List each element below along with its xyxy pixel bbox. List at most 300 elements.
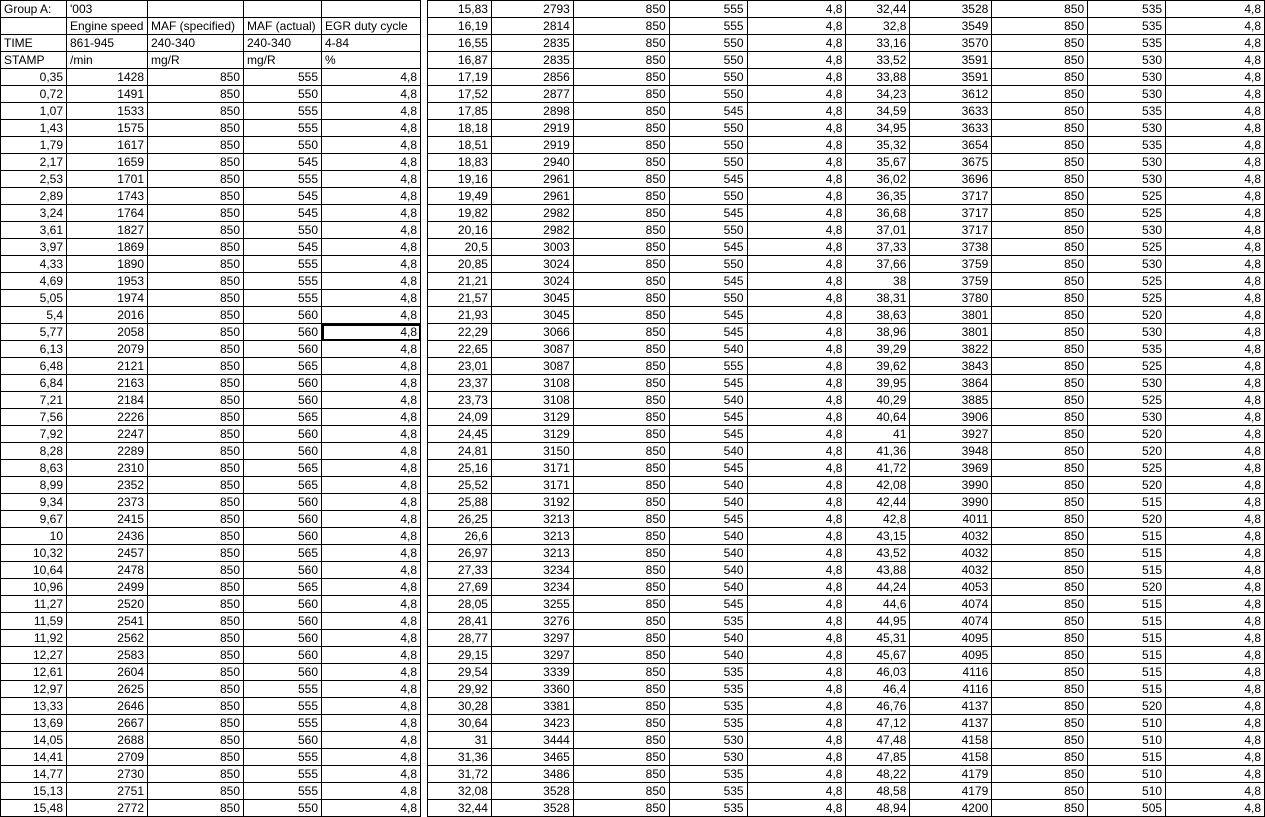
data-cell[interactable]: 565 [244, 579, 322, 596]
data-cell[interactable]: 3906 [910, 409, 992, 426]
data-cell[interactable]: 525 [1088, 358, 1166, 375]
data-cell[interactable]: 850 [573, 698, 669, 715]
data-cell[interactable]: 4,8 [1166, 324, 1265, 341]
data-cell[interactable]: 850 [148, 324, 244, 341]
data-cell[interactable]: 3633 [910, 103, 992, 120]
data-cell[interactable]: 4,8 [322, 460, 421, 477]
data-cell[interactable]: 530 [1088, 69, 1166, 86]
data-cell[interactable]: 555 [244, 273, 322, 290]
header-cell[interactable]: 240-340 [148, 35, 244, 52]
header-cell[interactable]: Engine speed [67, 18, 148, 35]
data-cell[interactable]: 850 [992, 375, 1088, 392]
data-cell[interactable]: 510 [1088, 766, 1166, 783]
data-cell[interactable]: 4,8 [322, 273, 421, 290]
data-cell[interactable]: 550 [244, 137, 322, 154]
data-cell[interactable]: 525 [1088, 188, 1166, 205]
data-cell[interactable]: 850 [992, 307, 1088, 324]
data-cell[interactable]: 850 [573, 715, 669, 732]
data-cell[interactable]: 16,87 [428, 52, 492, 69]
data-cell[interactable]: 4,8 [1166, 35, 1265, 52]
data-cell[interactable]: 28,41 [428, 613, 492, 630]
data-cell[interactable]: 27,33 [428, 562, 492, 579]
data-cell[interactable]: 850 [573, 239, 669, 256]
data-cell[interactable]: 4,8 [322, 205, 421, 222]
data-cell[interactable]: 535 [1088, 341, 1166, 358]
data-cell[interactable]: 38,31 [846, 290, 910, 307]
data-cell[interactable]: 530 [1088, 120, 1166, 137]
data-cell[interactable]: 4,8 [747, 358, 846, 375]
data-cell[interactable]: 3297 [491, 630, 573, 647]
data-cell[interactable]: 4,8 [322, 494, 421, 511]
data-cell[interactable]: 850 [573, 664, 669, 681]
data-cell[interactable]: 4,8 [1166, 154, 1265, 171]
data-cell[interactable]: 850 [148, 630, 244, 647]
data-cell[interactable]: 3234 [491, 562, 573, 579]
data-cell[interactable]: 520 [1088, 307, 1166, 324]
data-cell[interactable]: 2877 [491, 86, 573, 103]
data-cell[interactable]: 4095 [910, 630, 992, 647]
data-cell[interactable]: 7,56 [1, 409, 67, 426]
data-cell[interactable]: 4,8 [747, 375, 846, 392]
data-cell[interactable]: 4,8 [747, 664, 846, 681]
data-cell[interactable]: 560 [244, 324, 322, 341]
data-cell[interactable]: 2688 [67, 732, 148, 749]
data-cell[interactable]: 45,31 [846, 630, 910, 647]
data-cell[interactable]: 3717 [910, 188, 992, 205]
data-cell[interactable]: 850 [573, 426, 669, 443]
data-cell[interactable]: 4,8 [1166, 494, 1265, 511]
data-cell[interactable]: 555 [669, 18, 747, 35]
data-cell[interactable]: 560 [244, 562, 322, 579]
data-cell[interactable]: 3276 [491, 613, 573, 630]
data-cell[interactable]: 4,8 [1166, 664, 1265, 681]
data-cell[interactable]: 14,77 [1, 766, 67, 783]
data-cell[interactable]: 4,8 [1166, 52, 1265, 69]
data-cell[interactable]: 4,8 [1166, 239, 1265, 256]
data-cell[interactable]: 3024 [491, 273, 573, 290]
data-cell[interactable]: 850 [992, 715, 1088, 732]
data-cell[interactable]: 37,01 [846, 222, 910, 239]
data-cell[interactable]: 4,8 [1166, 766, 1265, 783]
data-cell[interactable]: 3570 [910, 35, 992, 52]
data-cell[interactable]: 850 [573, 358, 669, 375]
data-cell[interactable]: 4,8 [747, 460, 846, 477]
data-cell[interactable]: 3297 [491, 647, 573, 664]
data-cell[interactable]: 4,8 [1166, 103, 1265, 120]
data-cell[interactable]: 3087 [491, 341, 573, 358]
data-cell[interactable]: 4,8 [747, 426, 846, 443]
data-cell[interactable]: 19,49 [428, 188, 492, 205]
data-cell[interactable]: 850 [992, 256, 1088, 273]
data-cell[interactable]: 850 [573, 783, 669, 800]
data-cell[interactable]: 3801 [910, 307, 992, 324]
data-cell[interactable]: 3234 [491, 579, 573, 596]
data-cell[interactable]: 545 [669, 511, 747, 528]
data-cell[interactable]: 3129 [491, 426, 573, 443]
data-cell[interactable]: 850 [992, 579, 1088, 596]
data-cell[interactable]: 2247 [67, 426, 148, 443]
data-cell[interactable]: 2793 [491, 1, 573, 18]
data-cell[interactable]: 4032 [910, 562, 992, 579]
data-cell[interactable]: 535 [669, 613, 747, 630]
data-cell[interactable]: 4,8 [1166, 579, 1265, 596]
data-cell[interactable]: 4,8 [747, 256, 846, 273]
data-cell[interactable]: 23,37 [428, 375, 492, 392]
data-cell[interactable]: 21,21 [428, 273, 492, 290]
data-cell[interactable]: 4116 [910, 681, 992, 698]
data-cell[interactable]: 850 [992, 341, 1088, 358]
data-cell[interactable]: 4,8 [322, 154, 421, 171]
data-cell[interactable]: 850 [992, 477, 1088, 494]
data-cell[interactable]: 0,35 [1, 69, 67, 86]
data-cell[interactable]: 3780 [910, 290, 992, 307]
data-cell[interactable]: 2016 [67, 307, 148, 324]
data-cell[interactable]: 26,97 [428, 545, 492, 562]
data-cell[interactable]: 2,89 [1, 188, 67, 205]
data-cell[interactable]: 550 [669, 188, 747, 205]
data-cell[interactable]: 22,65 [428, 341, 492, 358]
data-cell[interactable]: 4,8 [1166, 188, 1265, 205]
data-cell[interactable]: 4,8 [1166, 647, 1265, 664]
data-cell[interactable]: 4,8 [1166, 698, 1265, 715]
data-cell[interactable]: 850 [148, 222, 244, 239]
data-cell[interactable]: 2121 [67, 358, 148, 375]
data-cell[interactable]: 4,8 [747, 630, 846, 647]
data-cell[interactable]: 4,8 [747, 392, 846, 409]
data-cell[interactable]: 32,44 [846, 1, 910, 18]
data-cell[interactable]: 560 [244, 511, 322, 528]
data-cell[interactable]: 3171 [491, 460, 573, 477]
data-cell[interactable]: 850 [148, 528, 244, 545]
data-cell[interactable]: 4,8 [322, 783, 421, 800]
data-cell[interactable]: 3087 [491, 358, 573, 375]
data-cell[interactable]: 850 [573, 477, 669, 494]
data-cell[interactable]: 39,95 [846, 375, 910, 392]
data-cell[interactable]: 555 [244, 681, 322, 698]
data-cell[interactable]: 850 [148, 783, 244, 800]
data-cell[interactable]: 1953 [67, 273, 148, 290]
data-cell[interactable]: 36,68 [846, 205, 910, 222]
data-cell[interactable]: 565 [244, 358, 322, 375]
data-cell[interactable]: 535 [1088, 137, 1166, 154]
data-cell[interactable]: 4,8 [747, 494, 846, 511]
data-cell[interactable]: 3528 [491, 783, 573, 800]
data-cell[interactable]: 2772 [67, 800, 148, 817]
data-cell[interactable]: 2058 [67, 324, 148, 341]
data-cell[interactable]: 3675 [910, 154, 992, 171]
data-cell[interactable]: 4,8 [322, 511, 421, 528]
data-cell[interactable]: 5,05 [1, 290, 67, 307]
data-cell[interactable]: 550 [669, 35, 747, 52]
data-cell[interactable]: 515 [1088, 664, 1166, 681]
data-cell[interactable]: 4,33 [1, 256, 67, 273]
data-cell[interactable]: 4,8 [747, 409, 846, 426]
data-cell[interactable]: 7,21 [1, 392, 67, 409]
data-cell[interactable]: 550 [669, 52, 747, 69]
data-cell[interactable]: 850 [992, 545, 1088, 562]
data-cell[interactable]: 850 [148, 664, 244, 681]
data-cell[interactable]: 13,33 [1, 698, 67, 715]
data-cell[interactable]: 850 [148, 443, 244, 460]
data-cell[interactable]: 20,5 [428, 239, 492, 256]
data-cell[interactable]: 4,8 [747, 783, 846, 800]
data-cell[interactable]: 46,03 [846, 664, 910, 681]
data-cell[interactable]: 39,62 [846, 358, 910, 375]
data-cell[interactable]: 850 [992, 137, 1088, 154]
data-cell[interactable]: 4,8 [322, 477, 421, 494]
data-cell[interactable]: 4,8 [322, 664, 421, 681]
data-cell[interactable]: 4,8 [747, 579, 846, 596]
data-cell[interactable]: 3486 [491, 766, 573, 783]
data-cell[interactable]: 850 [148, 749, 244, 766]
data-cell[interactable]: 30,28 [428, 698, 492, 715]
data-cell[interactable]: 4,8 [322, 103, 421, 120]
data-cell[interactable]: 850 [148, 460, 244, 477]
data-cell[interactable]: 850 [573, 52, 669, 69]
data-cell[interactable]: 850 [573, 766, 669, 783]
data-cell[interactable]: 38,96 [846, 324, 910, 341]
data-cell[interactable]: 850 [148, 579, 244, 596]
data-cell[interactable]: 535 [669, 715, 747, 732]
data-cell[interactable]: 515 [1088, 494, 1166, 511]
data-cell[interactable]: 4,8 [747, 766, 846, 783]
data-cell[interactable]: 850 [573, 375, 669, 392]
data-cell[interactable]: 4,8 [1166, 528, 1265, 545]
data-cell[interactable]: 15,83 [428, 1, 492, 18]
data-cell[interactable]: 4,8 [747, 511, 846, 528]
data-cell[interactable]: 530 [1088, 409, 1166, 426]
data-cell[interactable]: 3948 [910, 443, 992, 460]
data-cell[interactable]: 3,97 [1, 239, 67, 256]
data-cell[interactable]: 25,16 [428, 460, 492, 477]
header-cell[interactable]: mg/R [148, 52, 244, 69]
data-cell[interactable]: 1827 [67, 222, 148, 239]
data-cell[interactable]: 4,8 [322, 443, 421, 460]
data-cell[interactable]: 4,8 [747, 681, 846, 698]
data-cell[interactable]: 4,8 [1166, 681, 1265, 698]
data-cell[interactable]: 19,82 [428, 205, 492, 222]
data-cell[interactable]: 850 [573, 647, 669, 664]
data-cell[interactable]: 2625 [67, 681, 148, 698]
data-cell[interactable]: 4,8 [747, 120, 846, 137]
data-cell[interactable]: 560 [244, 613, 322, 630]
data-cell[interactable]: 850 [573, 35, 669, 52]
data-cell[interactable]: 48,94 [846, 800, 910, 817]
data-cell[interactable]: 4,8 [1166, 630, 1265, 647]
data-cell[interactable]: 525 [1088, 273, 1166, 290]
data-cell[interactable]: 545 [669, 103, 747, 120]
data-cell[interactable]: 33,88 [846, 69, 910, 86]
data-cell[interactable]: 850 [992, 443, 1088, 460]
data-cell[interactable]: 3108 [491, 392, 573, 409]
data-cell[interactable]: 3990 [910, 494, 992, 511]
data-cell[interactable]: 850 [573, 307, 669, 324]
data-cell[interactable]: 3192 [491, 494, 573, 511]
data-cell[interactable]: 3549 [910, 18, 992, 35]
data-cell[interactable]: 4,8 [747, 290, 846, 307]
data-cell[interactable]: 850 [573, 800, 669, 817]
data-cell[interactable]: 850 [573, 324, 669, 341]
data-cell[interactable]: 4,8 [1166, 1, 1265, 18]
data-cell[interactable]: 525 [1088, 205, 1166, 222]
data-cell[interactable]: 850 [992, 613, 1088, 630]
data-cell[interactable]: 4,8 [322, 341, 421, 358]
data-cell[interactable]: 540 [669, 494, 747, 511]
data-cell[interactable]: 850 [992, 630, 1088, 647]
data-cell[interactable]: 1659 [67, 154, 148, 171]
data-cell[interactable]: 545 [669, 426, 747, 443]
data-cell[interactable]: 850 [992, 52, 1088, 69]
data-cell[interactable]: 4,8 [1166, 545, 1265, 562]
data-cell[interactable]: 525 [1088, 392, 1166, 409]
data-cell[interactable]: 4,8 [322, 528, 421, 545]
data-cell[interactable]: 2457 [67, 545, 148, 562]
data-cell[interactable]: 850 [573, 69, 669, 86]
data-cell[interactable]: 850 [148, 562, 244, 579]
data-cell[interactable]: 4011 [910, 511, 992, 528]
header-cell[interactable]: MAF (specified) [148, 18, 244, 35]
data-cell[interactable]: 850 [573, 528, 669, 545]
data-cell[interactable]: 4,8 [747, 52, 846, 69]
data-cell[interactable]: 4137 [910, 698, 992, 715]
data-cell[interactable]: 48,22 [846, 766, 910, 783]
data-cell[interactable]: 850 [992, 766, 1088, 783]
data-cell[interactable]: 12,27 [1, 647, 67, 664]
data-cell[interactable]: 4,8 [1166, 800, 1265, 817]
data-cell[interactable]: 4,8 [747, 800, 846, 817]
data-cell[interactable]: 4,8 [322, 358, 421, 375]
data-cell[interactable]: 535 [1088, 18, 1166, 35]
data-cell[interactable]: 28,05 [428, 596, 492, 613]
data-cell[interactable]: 3423 [491, 715, 573, 732]
data-cell[interactable]: 520 [1088, 426, 1166, 443]
data-cell[interactable]: 850 [573, 103, 669, 120]
data-cell[interactable]: 4,8 [322, 222, 421, 239]
data-cell[interactable]: 515 [1088, 681, 1166, 698]
data-cell[interactable]: 1743 [67, 188, 148, 205]
data-cell[interactable]: 4137 [910, 715, 992, 732]
data-cell[interactable]: 4,8 [1166, 375, 1265, 392]
data-cell[interactable]: 850 [992, 511, 1088, 528]
data-cell[interactable]: 555 [244, 103, 322, 120]
data-cell[interactable]: 850 [992, 528, 1088, 545]
data-cell[interactable]: 4,8 [1166, 749, 1265, 766]
data-cell[interactable]: 6,48 [1, 358, 67, 375]
data-cell[interactable]: 535 [669, 783, 747, 800]
data-cell[interactable]: 1764 [67, 205, 148, 222]
data-cell[interactable]: 3591 [910, 69, 992, 86]
data-cell[interactable]: 4,8 [747, 1, 846, 18]
data-cell[interactable]: 850 [992, 205, 1088, 222]
data-cell[interactable]: 3612 [910, 86, 992, 103]
data-cell[interactable]: 4,8 [1166, 358, 1265, 375]
data-cell[interactable]: 520 [1088, 511, 1166, 528]
data-cell[interactable]: 3843 [910, 358, 992, 375]
data-cell[interactable]: 535 [669, 681, 747, 698]
data-cell[interactable]: 15,48 [1, 800, 67, 817]
data-cell[interactable]: 850 [573, 222, 669, 239]
data-cell[interactable]: 4032 [910, 528, 992, 545]
data-cell[interactable]: 3717 [910, 222, 992, 239]
data-cell[interactable]: 4,8 [1166, 732, 1265, 749]
data-cell[interactable]: 3633 [910, 120, 992, 137]
data-cell[interactable]: 4,8 [747, 545, 846, 562]
data-cell[interactable]: 21,57 [428, 290, 492, 307]
data-cell[interactable]: 515 [1088, 630, 1166, 647]
data-cell[interactable]: 4,8 [1166, 443, 1265, 460]
data-cell[interactable]: 2835 [491, 35, 573, 52]
data-cell[interactable]: 550 [669, 86, 747, 103]
data-cell[interactable]: 3990 [910, 477, 992, 494]
data-cell[interactable]: 850 [148, 800, 244, 817]
data-cell[interactable]: 850 [992, 290, 1088, 307]
data-cell[interactable]: 850 [148, 375, 244, 392]
data-cell[interactable]: 505 [1088, 800, 1166, 817]
data-cell[interactable]: 30,64 [428, 715, 492, 732]
data-cell[interactable]: 565 [244, 545, 322, 562]
data-cell[interactable]: 850 [573, 460, 669, 477]
data-cell[interactable]: 3171 [491, 477, 573, 494]
data-cell[interactable]: 850 [992, 783, 1088, 800]
data-cell[interactable]: 1428 [67, 69, 148, 86]
data-cell[interactable]: 13,69 [1, 715, 67, 732]
data-cell[interactable]: 4,8 [1166, 409, 1265, 426]
data-cell[interactable]: 23,01 [428, 358, 492, 375]
data-cell[interactable]: 3255 [491, 596, 573, 613]
data-cell[interactable]: 24,45 [428, 426, 492, 443]
data-cell[interactable]: 6,84 [1, 375, 67, 392]
data-cell[interactable]: 850 [992, 392, 1088, 409]
data-cell[interactable]: 4,8 [322, 426, 421, 443]
data-cell[interactable]: 850 [148, 511, 244, 528]
data-cell[interactable]: 10,96 [1, 579, 67, 596]
data-cell[interactable]: 530 [1088, 324, 1166, 341]
data-cell[interactable]: 4,8 [747, 749, 846, 766]
data-cell[interactable]: 565 [244, 460, 322, 477]
data-cell[interactable]: 4,8 [747, 341, 846, 358]
data-cell[interactable]: 4,8 [747, 613, 846, 630]
data-cell[interactable]: 2499 [67, 579, 148, 596]
data-cell[interactable]: 41,72 [846, 460, 910, 477]
data-cell[interactable]: 4,8 [322, 392, 421, 409]
data-cell[interactable]: 40,29 [846, 392, 910, 409]
data-cell[interactable]: 17,52 [428, 86, 492, 103]
data-cell[interactable]: 850 [148, 715, 244, 732]
data-cell[interactable]: 4,8 [322, 800, 421, 817]
data-cell[interactable]: 850 [148, 171, 244, 188]
data-cell[interactable]: 2646 [67, 698, 148, 715]
data-cell[interactable]: 4,8 [322, 307, 421, 324]
data-cell[interactable]: 3045 [491, 290, 573, 307]
data-cell[interactable]: 2541 [67, 613, 148, 630]
data-cell[interactable]: 4,8 [747, 171, 846, 188]
data-cell[interactable]: 3885 [910, 392, 992, 409]
data-cell[interactable]: 560 [244, 392, 322, 409]
data-cell[interactable]: 850 [573, 137, 669, 154]
data-cell[interactable]: 850 [992, 664, 1088, 681]
data-cell[interactable]: 4,8 [1166, 18, 1265, 35]
data-cell[interactable]: 2919 [491, 137, 573, 154]
data-cell[interactable]: 530 [1088, 171, 1166, 188]
data-cell[interactable]: 3969 [910, 460, 992, 477]
data-cell[interactable]: 3066 [491, 324, 573, 341]
data-cell[interactable]: 2478 [67, 562, 148, 579]
data-cell[interactable]: 11,59 [1, 613, 67, 630]
data-cell[interactable]: 540 [669, 392, 747, 409]
data-cell[interactable]: 41,36 [846, 443, 910, 460]
data-cell[interactable]: 12,61 [1, 664, 67, 681]
data-cell[interactable]: 2961 [491, 188, 573, 205]
